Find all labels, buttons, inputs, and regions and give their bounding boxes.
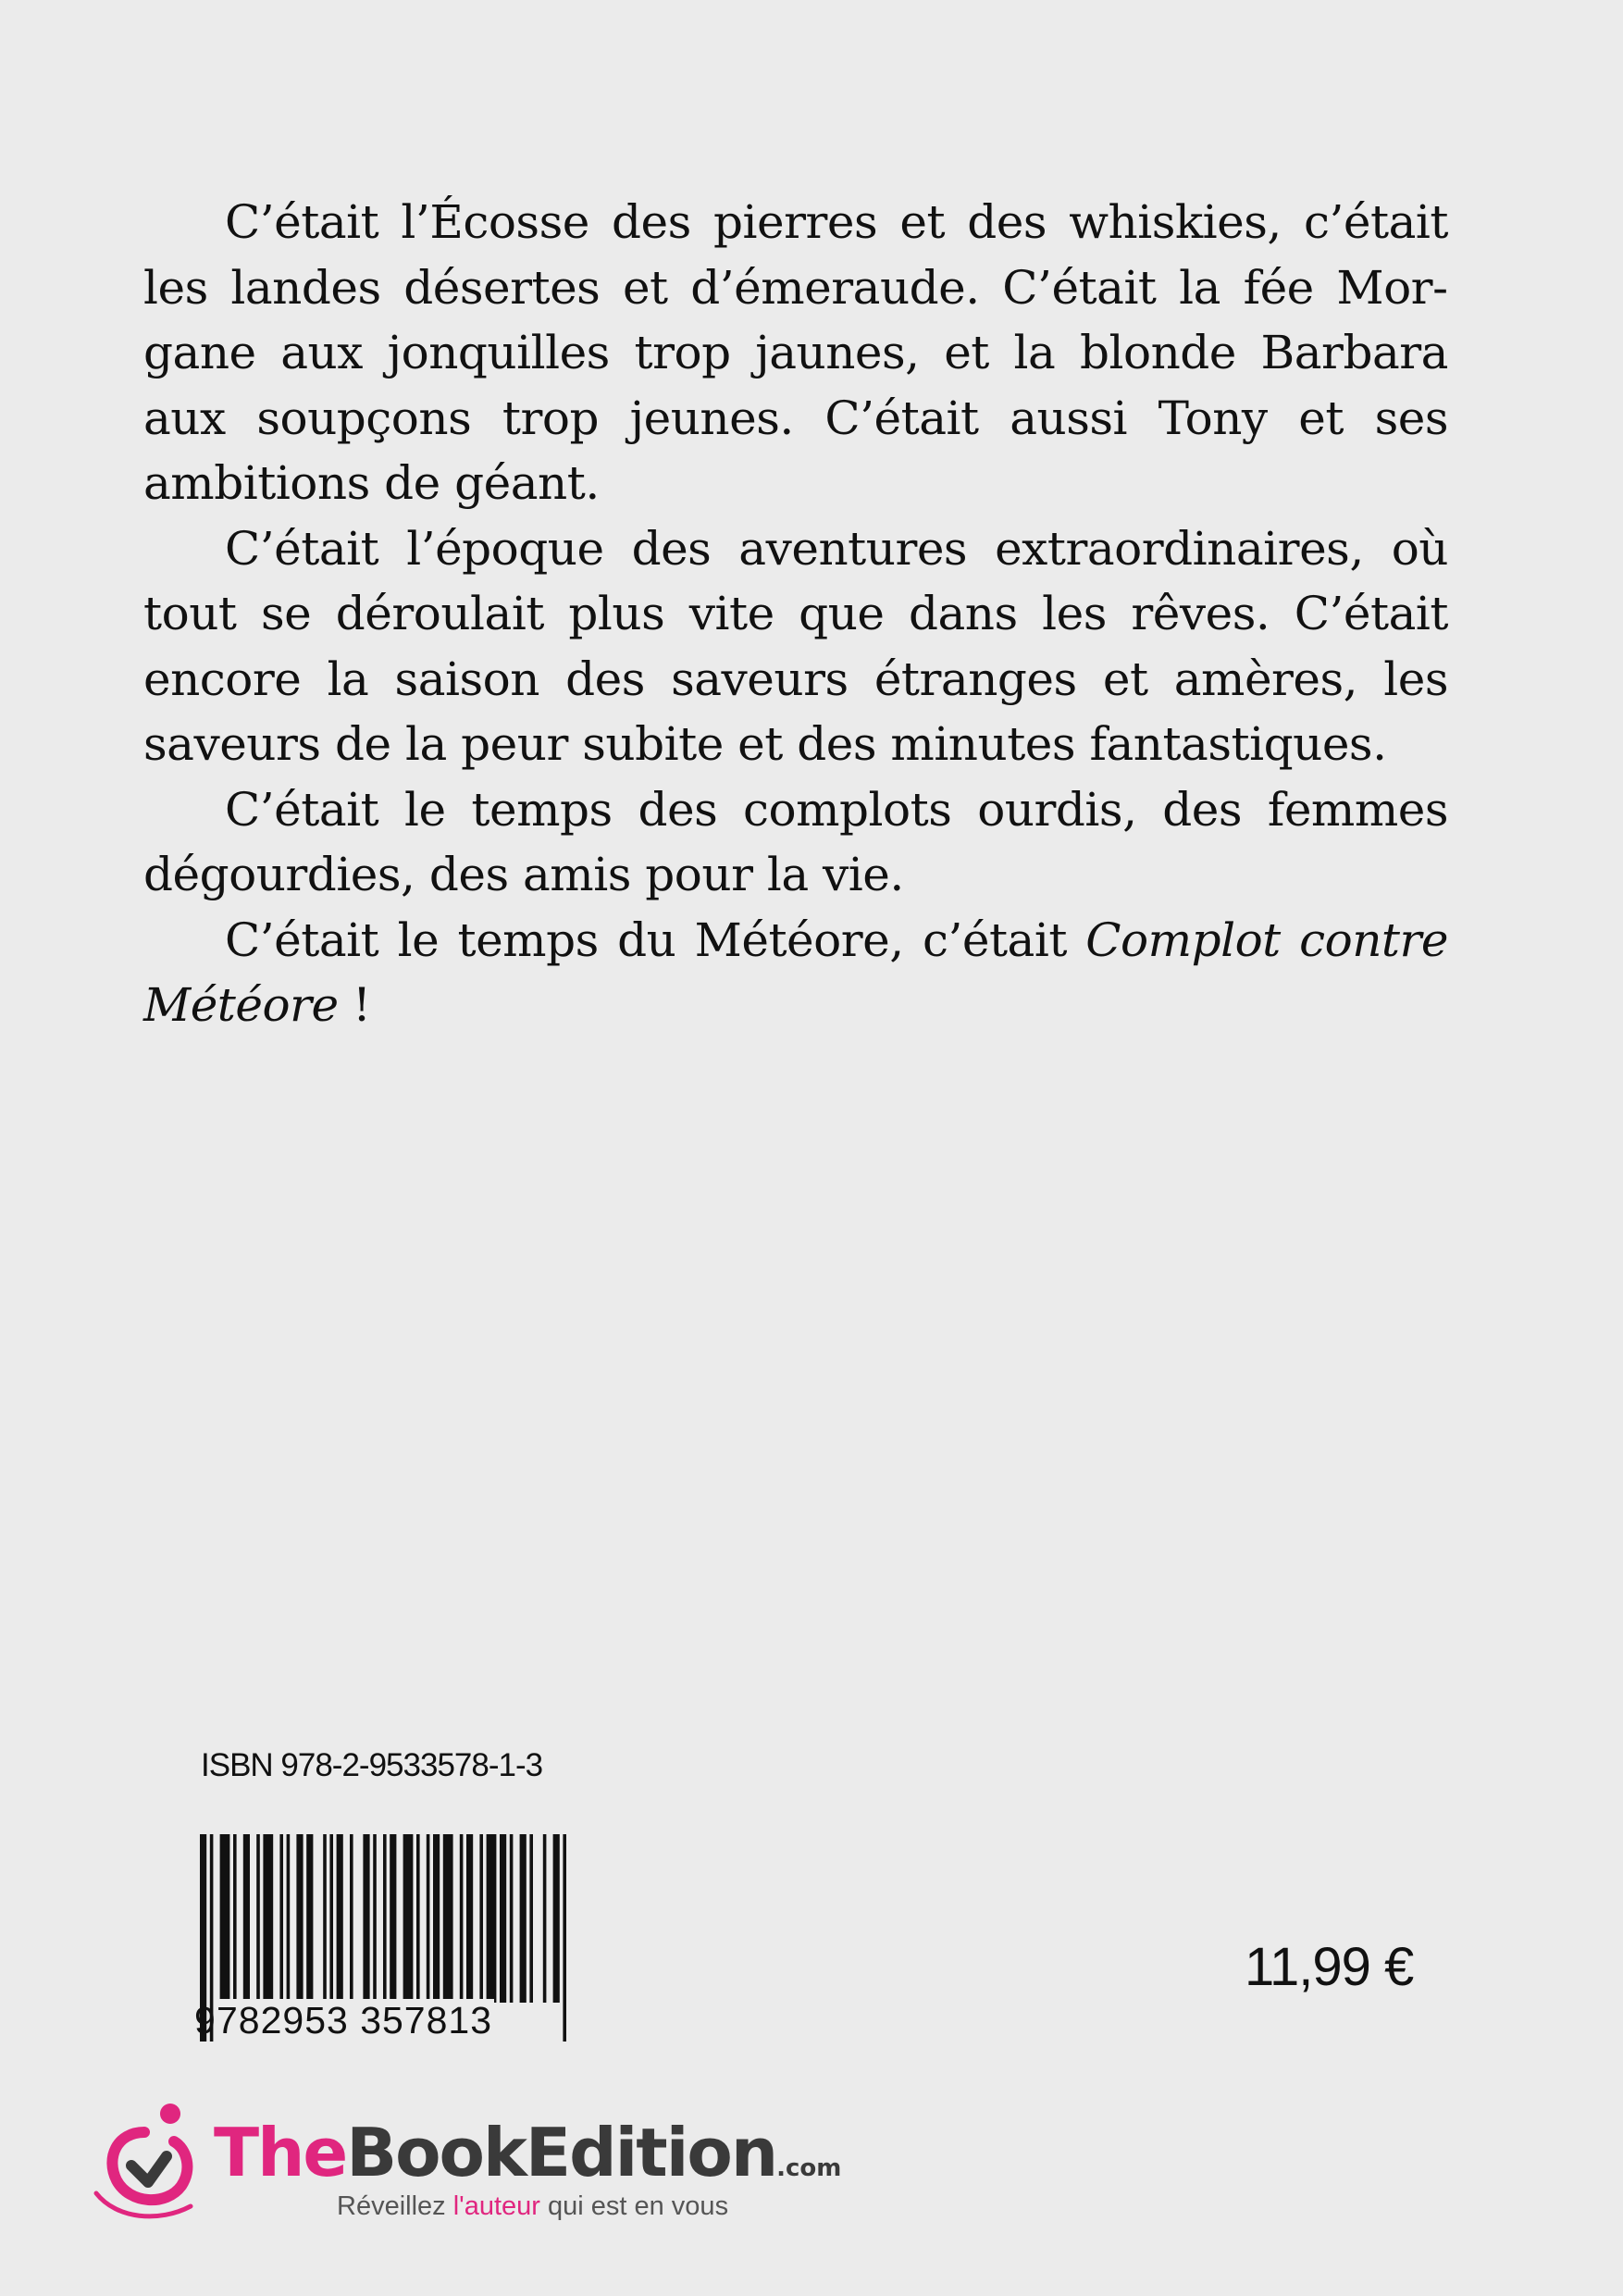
tagline-post: qui est en vous <box>539 2191 729 2221</box>
barcode-bar <box>500 1834 506 2003</box>
blurb-paragraph-1: C’était l’Écosse des pierres et des whiskies, c’était les landes désertes et d’émeraude. C’était la fée Morgane aux jonquilles trop jaunes, et la blonde Barbara aux soupçons trop jeunes. C’était aussi Tony et ses ambitions de géant. <box>143 195 1448 510</box>
publisher-logo[interactable] <box>89 2101 848 2230</box>
barcode-bar <box>563 1834 566 2042</box>
barcode-bar <box>306 1834 313 2003</box>
wordmark-book: Book <box>346 2114 526 2191</box>
barcode-digits: 782953 357813 <box>217 1999 493 2042</box>
tagline-accent: l'auteur <box>452 2191 540 2221</box>
barcode-bar <box>233 1834 237 2003</box>
barcode-bar <box>416 1834 420 2003</box>
book-title: Complot contre Météore <box>143 912 1448 1032</box>
barcode-bar <box>243 1834 250 2003</box>
barcode-bar <box>263 1834 273 2003</box>
barcode-bar <box>363 1834 369 2003</box>
barcode-bar <box>373 1834 377 2003</box>
barcode-bar <box>220 1834 230 2003</box>
publisher-logo-icon <box>89 2101 209 2221</box>
barcode-bar <box>323 1834 327 2003</box>
barcode-bar <box>479 1834 483 2003</box>
barcode-bar <box>287 1834 291 2003</box>
publisher-tagline <box>337 2191 728 2222</box>
barcode-bar <box>427 1834 430 2003</box>
wordmark-com: .com <box>776 2154 842 2182</box>
barcode-bar <box>279 1834 283 2003</box>
barcode-bar <box>553 1834 560 2003</box>
barcode-bar <box>256 1834 260 2003</box>
barcode-lead-digit: 9 <box>194 1999 217 2042</box>
barcode-bar <box>443 1834 453 2003</box>
barcode-bar <box>403 1834 414 2003</box>
barcode-bar <box>337 1834 343 2003</box>
blurb-p4-start: C’était le temps du Météore, c’était <box>225 912 1086 967</box>
barcode-bar <box>487 1834 497 2003</box>
barcode-bar <box>543 1834 547 2003</box>
wordmark-edition: Edition <box>525 2114 777 2191</box>
barcode-bar <box>433 1834 440 2003</box>
blurb-paragraph-2: C’était l’époque des aventures extraordinaires, où tout se déroulait plus vite que dans les rêves. C’était encore la saison des saveurs étranges et amères, les saveurs de la peur subite et des minutes fantastiques. <box>143 521 1448 771</box>
isbn-label: ISBN 978-2-9533578-1-3 <box>201 1747 543 1783</box>
barcode-bar <box>329 1834 333 2003</box>
barcode-bar <box>520 1834 527 2003</box>
barcode-bar <box>460 1834 464 2003</box>
barcode-digits-row <box>194 1999 494 2042</box>
tagline-pre: Réveillez <box>337 2191 453 2221</box>
barcode-bar <box>390 1834 396 2003</box>
blurb-p4-end: ! <box>338 978 371 1032</box>
barcode-bar <box>350 1834 353 2003</box>
wordmark-the: The <box>214 2114 347 2191</box>
blurb-paragraph-3: C’était le temps des complots ourdis, des femmes dégourdies, des amis pour la vie. <box>143 782 1448 901</box>
barcode-bar <box>296 1834 303 2003</box>
price: 11,99 € <box>1245 1937 1414 1997</box>
barcode-bar <box>529 1834 533 2003</box>
blurb-paragraph-4 <box>143 908 1448 1038</box>
barcode-bar <box>510 1834 514 2003</box>
back-cover-blurb <box>143 190 1448 1038</box>
barcode-bar <box>466 1834 473 2003</box>
